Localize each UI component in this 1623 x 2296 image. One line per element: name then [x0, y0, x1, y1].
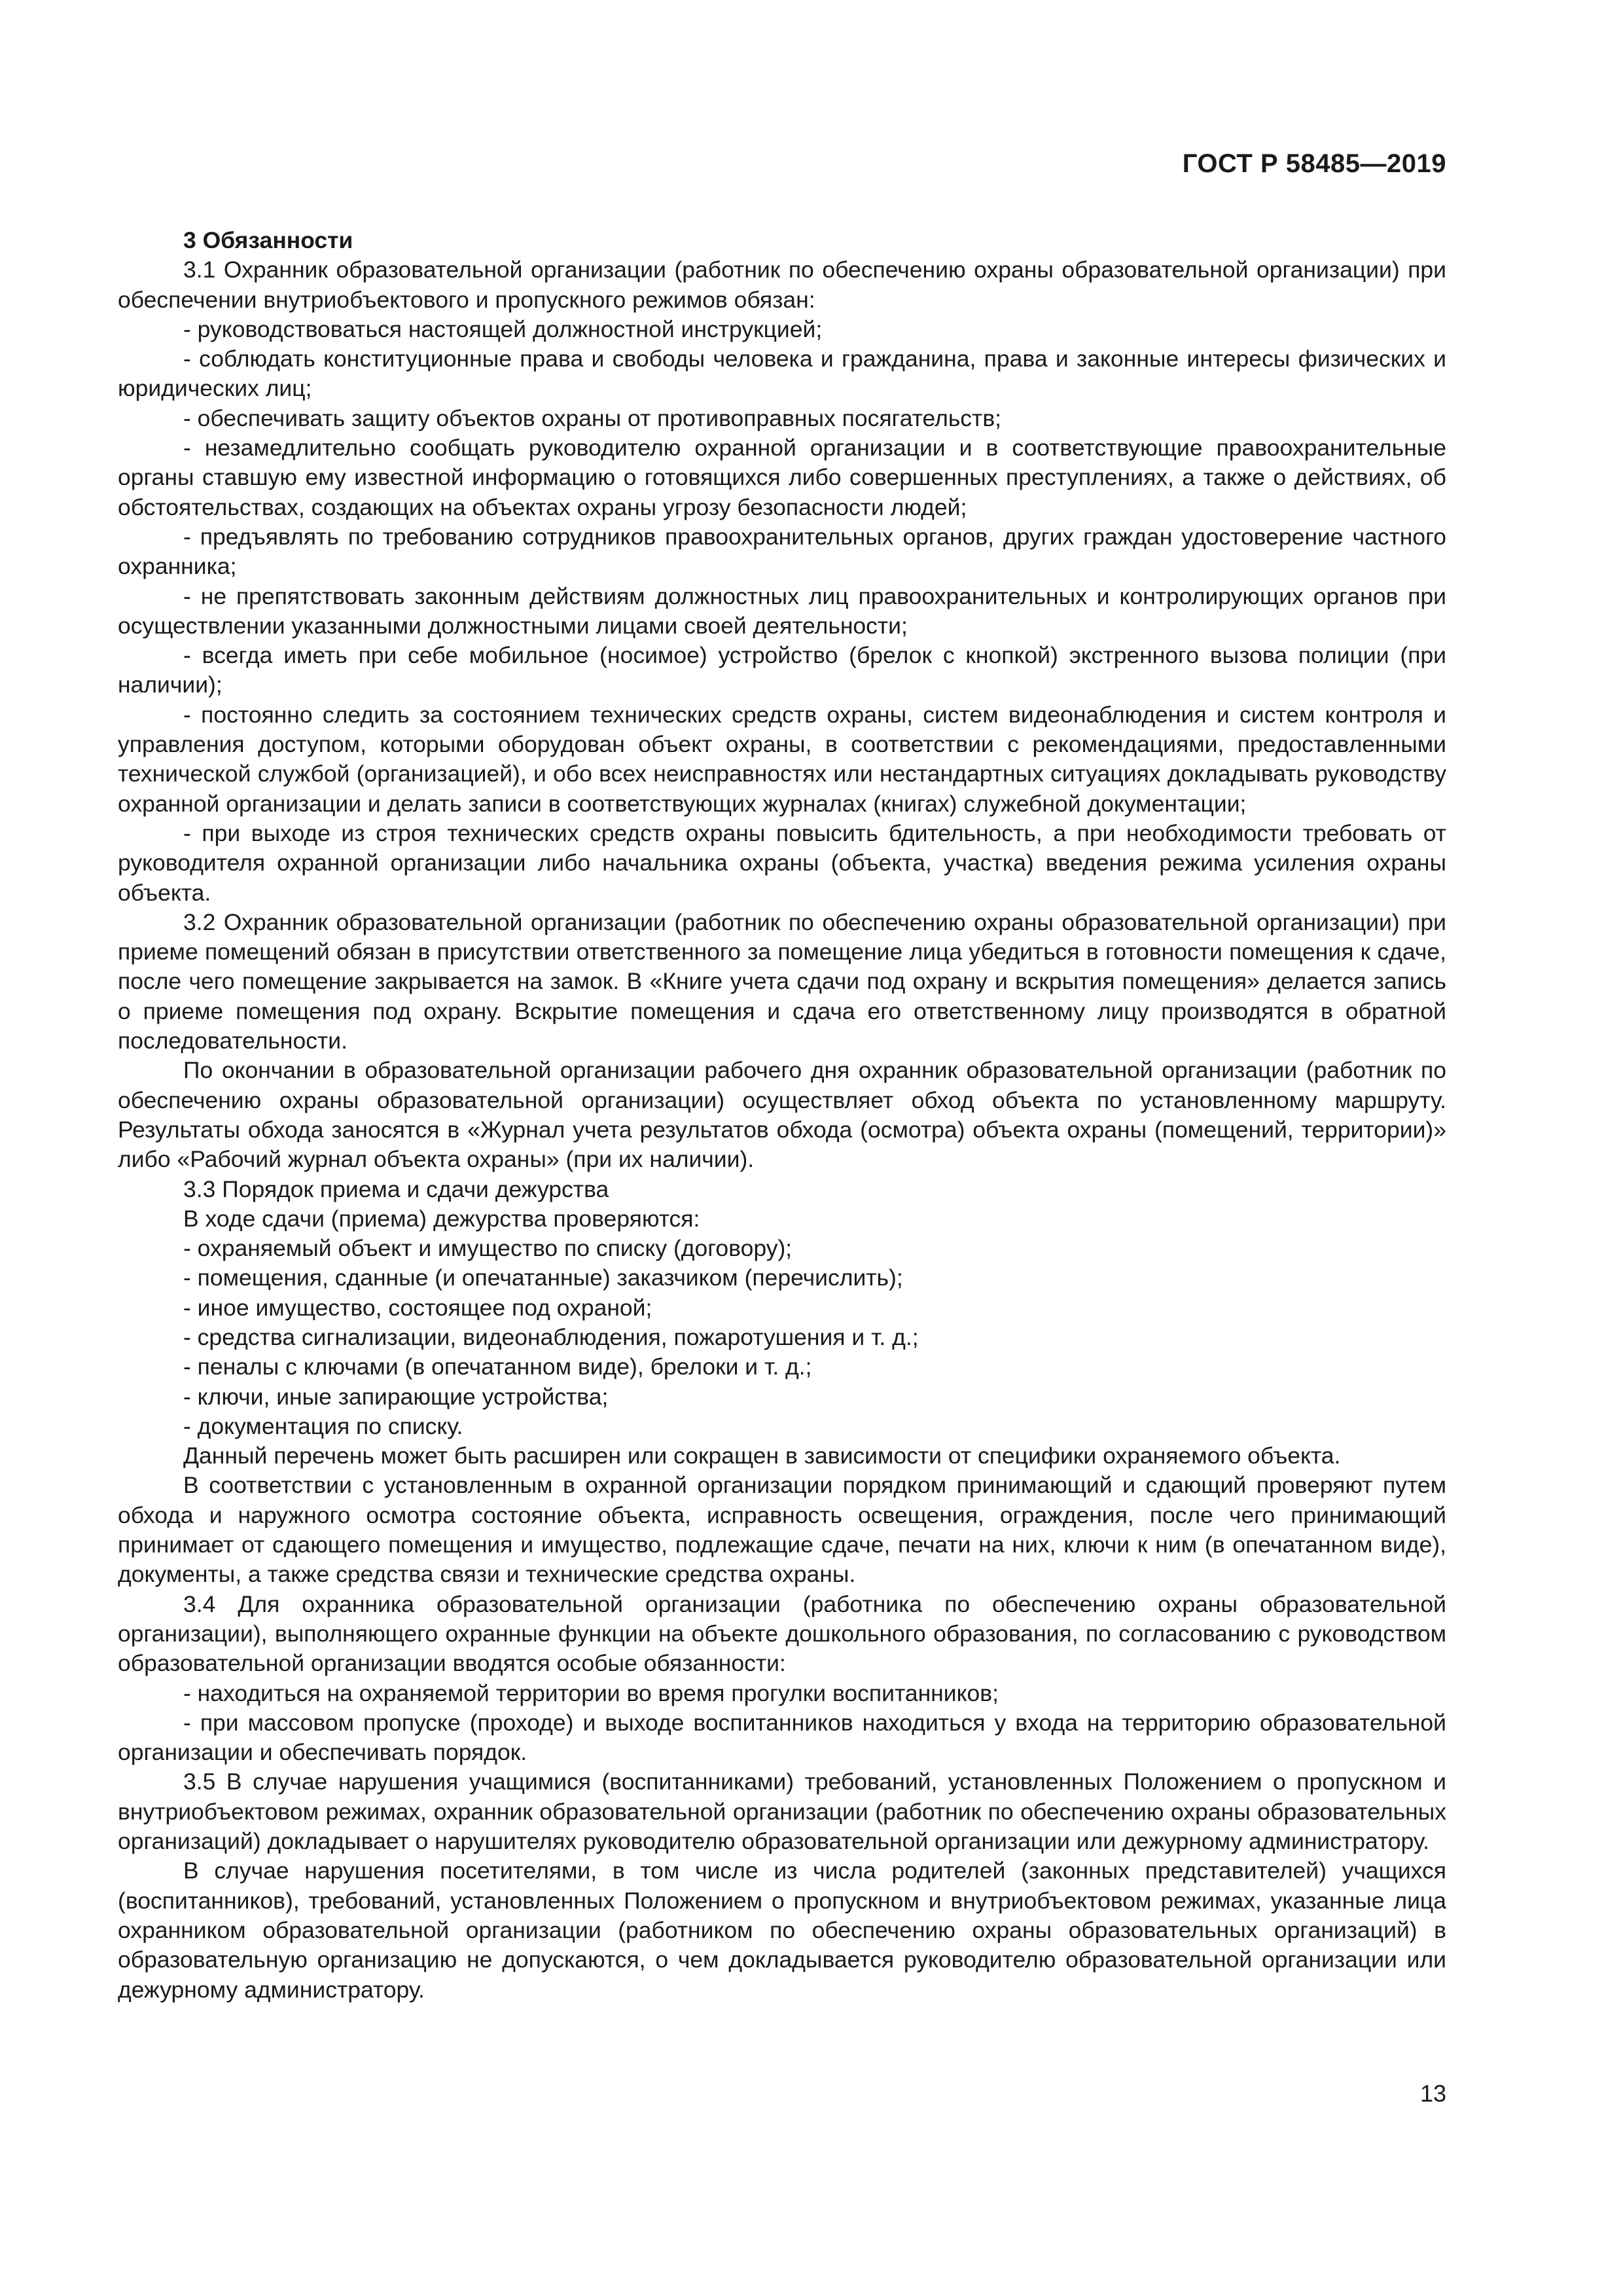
checklist-item: - документация по списку. — [183, 1412, 463, 1439]
list-item: - при массовом пропуске (проходе) и выходе воспитанников находиться у входа на территорию образовательной организации и обеспечивать порядок. — [118, 1709, 1446, 1766]
list-item: - находиться на охраняемой территории во время прогулки воспитанников; — [183, 1679, 999, 1706]
checklist-item: - помещения, сданные (и опечатанные) заказчиком (перечислить); — [183, 1265, 903, 1291]
paragraph: По окончании в образовательной организации рабочего дня охранник образовательной организации (работник по обеспечению охраны образовательной организации) осуществляет обход объекта по установленному маршруту. Результаты обхода заносятся в «Журнал учета результатов обхода (осмотра) объекта охраны (помещений, территории)» либо «Рабочий журнал объекта охраны» (при их наличии). — [118, 1057, 1446, 1173]
checklist-item: - средства сигнализации, видеонаблюдения, пожаротушения и т. д.; — [183, 1323, 919, 1350]
paragraph: В соответствии с установленным в охранной организации порядком принимающий и сдающий проверяют путем обхода и наружного осмотра состояние объекта, исправность освещения, ограждения, после чего принимающий принимает от сдающего помещения и имущество, подлежащие сдаче, печати на них, ключи к ним (в опечатанном виде), документы, а также средства связи и технические средства охраны. — [118, 1472, 1446, 1588]
list-item: - при выходе из строя технических средств охраны повысить бдительность, а при необходимости требовать от руководителя охранной организации либо начальника охраны (объекта, участка) введения режима усиления охраны объекта. — [118, 819, 1446, 906]
checklist-item: - ключи, иные запирающие устройства; — [183, 1383, 609, 1410]
paragraph: 3.4 Для охранника образовательной организации (работника по обеспечению охраны образовательной организации), выполняющего охранные функции на объекте дошкольного образования, по согласованию с руководством образовательной организации вводятся особые обязанности: — [118, 1590, 1446, 1677]
list-item: - предъявлять по требованию сотрудников правоохранительных органов, других граждан удостоверение частного охранника; — [118, 523, 1446, 580]
list-item: - постоянно следить за состоянием технических средств охраны, систем видеонаблюдения и систем контроля и управления доступом, которыми оборудован объект охраны, в соответствии с рекомендациями, предоставленными технической службой (организацией), и обо всех неисправностях или нестандартных ситуациях докладывать руководству охранной организации и делать записи в соответствующих журналах (книгах) служебной документации; — [118, 701, 1446, 817]
list-item: - не препятствовать законным действиям должностных лиц правоохранительных и контролирующих органов при осуществлении указанными должностными лицами своей деятельности; — [118, 583, 1446, 639]
paragraph: 3.1 Охранник образовательной организации (работник по обеспечению охраны образовательной организации) при обеспечении внутриобъектового и пропускного режимов обязан: — [118, 257, 1446, 313]
list-item: - незамедлительно сообщать руководителю охранной организации и в соответствующие правоохранительные органы ставшую ему известной информацию о готовящихся либо совершенных преступлениях, а также о действиях, об обстоятельствах, создающих на объектах охраны угрозу безопасности людей; — [118, 435, 1446, 520]
list-item: - обеспечивать защиту объектов охраны от противоправных посягательств; — [183, 404, 1002, 431]
section-heading: 3 Обязанности — [183, 227, 353, 253]
checklist-item: - охраняемый объект и имущество по списку (договору); — [183, 1235, 793, 1262]
list-item: - руководствоваться настоящей должностной инструкцией; — [183, 315, 823, 342]
paragraph: 3.2 Охранник образовательной организации (работник по обеспечению охраны образовательной организации) при приеме помещений обязан в присутствии ответственного за помещение лица убедиться в готовности помещения к сдаче, после чего помещение закрывается на замок. В «Книге учета сдачи под охрану и вскрытия помещения» делается запись о приеме помещения под охрану. Вскрытие помещения и сдача его ответственному лицу производятся в обратной последовательности. — [118, 908, 1446, 1054]
document-code: ГОСТ Р 58485—2019 — [1182, 149, 1446, 178]
list-item: - соблюдать конституционные права и свободы человека и гражданина, права и законные интересы физических и юридических лиц; — [118, 346, 1446, 402]
paragraph: В случае нарушения посетителями, в том числе из числа родителей (законных представителей) учащихся (воспитанников), требований, установленных Положением о пропускном и внутриобъектовом режимах, указанные лица охранником образовательной организации (работником по обеспечению охраны образовательных организаций) в образовательную организацию не допускаются, о чем докладывается руководителю образовательной организации или дежурному администратору. — [118, 1857, 1446, 2003]
paragraph: 3.5 В случае нарушения учащимися (воспитанниками) требований, установленных Положением о пропускном и внутриобъектовом режимах, охранник образовательной организации (работник по обеспечению охраны образовательных организаций) докладывает о нарушителях руководителю образовательной организации или дежурному администратору. — [118, 1768, 1446, 1855]
subsection-heading: 3.3 Порядок приема и сдачи дежурства — [183, 1175, 609, 1202]
list-item: - всегда иметь при себе мобильное (носимое) устройство (брелок с кнопкой) экстренного вызова полиции (при наличии); — [118, 642, 1446, 698]
paragraph: Данный перечень может быть расширен или сокращен в зависимости от специфики охраняемого объекта. — [183, 1443, 1341, 1469]
checklist-item: - пеналы с ключами (в опечатанном виде), брелоки и т. д.; — [183, 1354, 812, 1380]
paragraph: В ходе сдачи (приема) дежурства проверяются: — [183, 1205, 700, 1232]
document-body — [118, 226, 1446, 2005]
checklist-item: - иное имущество, состоящее под охраной; — [183, 1294, 652, 1321]
page-number: 13 — [1419, 2080, 1446, 2107]
